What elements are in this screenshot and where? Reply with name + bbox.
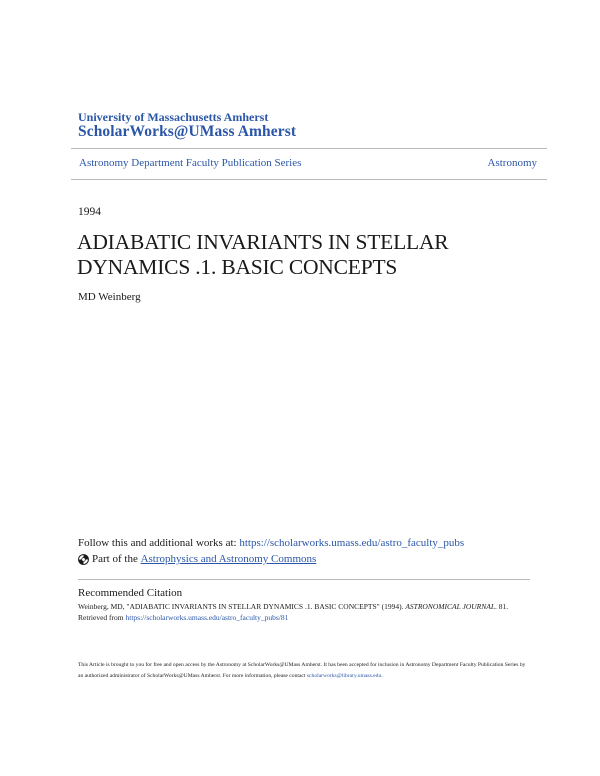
part-of-label: Part of the: [92, 553, 138, 565]
series-link[interactable]: Astronomy Department Faculty Publication Series: [79, 157, 302, 169]
journal-suffix: . 81.: [495, 602, 509, 611]
part-of-line: [78, 553, 316, 565]
article-title: [77, 230, 448, 280]
commons-logo-icon: [78, 554, 89, 565]
commons-link[interactable]: Astrophysics and Astronomy Commons: [140, 553, 317, 565]
journal-name: ASTRONOMICAL JOURNAL: [405, 602, 495, 611]
footer-end: .: [381, 672, 383, 679]
footer-notice: [78, 660, 528, 681]
department-link[interactable]: Astronomy: [487, 157, 537, 169]
citation-text: Weinberg, MD, "ADIABATIC INVARIANTS IN STELLAR DYNAMICS .1. BASIC CONCEPTS" (1994).: [78, 602, 404, 611]
footer-text: This Article is brought to you for free and open access by the Astronomy at ScholarWorks@UMass Amherst. It has been accepted for inclusion in Astronomy Department Faculty Publication Series by an authorized administrator of ScholarWorks@UMass Amherst. For more information, please contact: [78, 662, 526, 679]
follow-url-link[interactable]: https://scholarworks.umass.edu/astro_faculty_pubs: [239, 537, 465, 549]
university-name: University of Massachusetts Amherst: [78, 110, 269, 124]
citation-heading: Recommended Citation: [78, 587, 183, 599]
retrieved-url-link[interactable]: https://scholarworks.umass.edu/astro_faculty_pubs/81: [125, 612, 289, 622]
citation-body: [78, 602, 518, 623]
publication-year: 1994: [78, 206, 101, 218]
author-name: MD Weinberg: [78, 291, 141, 303]
follow-label: Follow this and additional works at:: [78, 537, 237, 549]
header-divider: [71, 148, 547, 149]
contact-email-link[interactable]: scholarworks@library.umass.edu: [306, 672, 382, 679]
nav-divider: [71, 179, 547, 180]
repository-name[interactable]: ScholarWorks@UMass Amherst: [78, 123, 297, 140]
title-line-1: ADIABATIC INVARIANTS IN STELLAR: [77, 230, 449, 254]
title-line-2: DYNAMICS .1. BASIC CONCEPTS: [77, 255, 398, 279]
citation-divider: [78, 579, 530, 580]
retrieved-label: Retrieved from: [78, 612, 124, 622]
follow-line: [78, 537, 464, 549]
